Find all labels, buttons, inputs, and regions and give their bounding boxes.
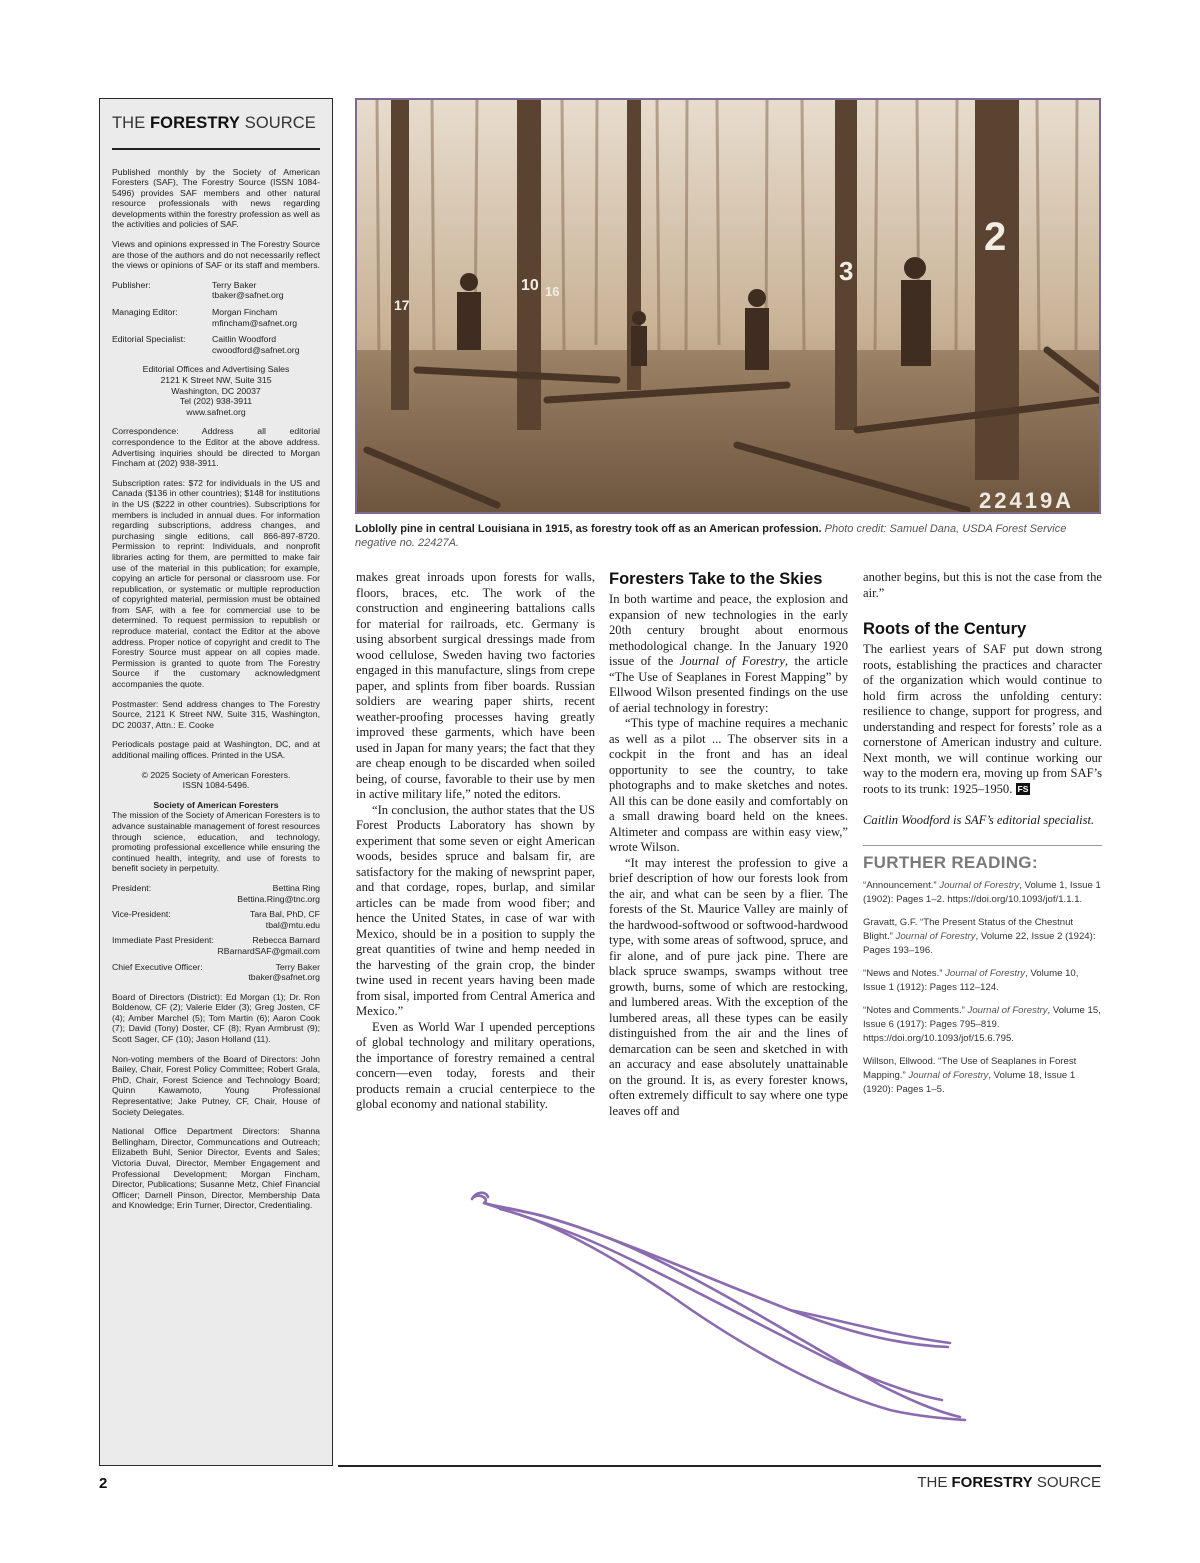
body-paragraph [609, 592, 848, 716]
reference-text: “Notes and Comments.” [863, 1005, 968, 1016]
editorial-offices [112, 364, 320, 417]
reference-text: “Announcement.” [863, 880, 940, 891]
staff-contact [212, 280, 320, 301]
masthead-correspondence: Correspondence: Address all editorial correspondence to the Editor at the above address. Advertising inquiries should be directed to Morgan Fincham at (202) 938-3911. [112, 426, 320, 469]
body-text: In both wartime and peace, the explosion and expansion of new technologies in the early 20th century brought about enormous methodological change. In the January 1920 issue of the [609, 592, 848, 668]
reference-text: Gravatt, G.F. “The Present Status of the Chestnut Blight.” [863, 917, 1074, 942]
logo-the: THE [112, 114, 146, 132]
masthead-sidebar [99, 98, 333, 1466]
staff-email[interactable]: cwoodford@safnet.org [212, 344, 300, 355]
offices-line: Washington, DC 20037 [171, 385, 261, 396]
body-text: The earliest years of SAF put down strong roots, establishing the practices and character of the organization which would continue to hold firm across the unfolding century: resilience to change, support for progress, and understanding and respect for forests’ role as a cornerstone of American industry and culture. Next month, we will continue working our way to the modern era, moving up from SAF’s roots to its trunk: 1925–1950. [863, 642, 1102, 796]
society-mission: The mission of the Society of American Foresters is to advance sustainable management of forest resources through science, education, and technology, promoting professional excellence while ensuring the continued health, integrity, and use of forests to benefit society in perpetuity. [112, 810, 320, 874]
officer-role: Immediate Past President: [112, 935, 214, 946]
body-text: , the article “The Use of Seaplanes in Forest Mapping” by Ellwood Wilson presented findings on the use of aerial technology in forestry: [609, 654, 848, 715]
journal-title: Journal of Forestry [908, 1070, 989, 1081]
officer-role: President: [112, 882, 152, 893]
copyright-line: © 2025 Society of American Foresters. [141, 769, 291, 780]
historic-forest-photo [355, 98, 1101, 514]
staff-email[interactable]: mfincham@safnet.org [212, 317, 298, 328]
body-paragraph: “It may interest the profession to give a brief description of how our forests look from the air, and what can be seen by a flier. The forests of the St. Maurice Valley are mainly of the hardwood-softwood or softwood-hardwood type, with some areas of softwood, spruce, and fir alone, and of pure jack pine. There are black spruce swamps, swamps without tree growth, burns, some of which are restocking, and lumbered areas. With the exception of the lumbered areas, all these types can be easily distinguished from the air and the lines of demarcation can be seen and sketched in with an accuracy and ease absolutely unattainable on the ground. It is, as every forester knows, often extremely difficult to say where one type leaves off and [609, 855, 848, 1118]
journal-title: Journal of Forestry [945, 968, 1026, 979]
body-paragraph: “This type of machine requires a mechanic as well as a pilot ... The observer sits in a cockpit in the front and has an ideal opportunity to see the country, to take photographs and to make sketches and notes. All this can be done easily and comfortably on a small drawing board held on the knees. Altimeter and compass are within easy view,” wrote Wilson. [609, 716, 848, 854]
officer-entry [112, 883, 320, 904]
reference-item [863, 1055, 1102, 1097]
reference-item [863, 879, 1102, 907]
tree-number: 2 [984, 215, 1007, 259]
logo-the: THE [917, 1474, 948, 1491]
body-paragraph: “In conclusion, the author states that the US Forest Products Laboratory has shown by experiment that some seven or eight American woods, besides spruce and balsam fir, are satisfactory for the making of newsprint paper, and that cordage, ropes, burlap, and similar articles can be made from wood fiber; and hence the United States, in case of war with Mexico, should be in a position to supply the great quantities of twine and hemp needed in the harvesting of the grain crop, the binder twine used in recent years having been made from sisal, imported from Central America and Mexico.” [356, 802, 595, 1018]
reference-item [863, 967, 1102, 995]
masthead-rule [112, 148, 320, 150]
officer-email[interactable]: RBarnardSAF@gmail.com [217, 945, 320, 956]
logo-source: SOURCE [1036, 1474, 1101, 1491]
officer-email[interactable]: tbal@mtu.edu [265, 919, 320, 930]
footer-rule [338, 1465, 1101, 1467]
staff-contact [212, 307, 320, 328]
staff-list [112, 280, 320, 356]
tree-number: 10 [521, 277, 539, 294]
footer-logo [917, 1474, 1101, 1491]
body-paragraph: makes great inroads upon forests for walls, floors, braces, etc. The work of the construction and engineering battalions calls for material for railroads, etc. Germany is using absorbent surgical dressings made from wood cellulose, Sweden having two factories engaged in this manufacture, slings from crepe paper, and splints from fiber boards. Russian soldiers are wearing paper shirts, recent weather-proofing processes having greatly improved these garments, which have been used in Japan for many years; the fact that they are cheap enough to be discarded when soiled being, of course, favorable to their use by men in active military life,” noted the editors. [356, 570, 595, 801]
reference-text: , Volume 1, Issue 1 (1902): Pages 1–2. https://doi.org/10.1093/jof/1.1.1. [863, 880, 1101, 905]
author-byline: Caitlin Woodford is SAF’s editorial specialist. [863, 813, 1095, 827]
reference-text: , Volume 15, Issue 6 (1917): Pages 795–819. https://doi.org/10.1093/jof/15.6.795. [863, 1005, 1101, 1044]
offices-line: 2121 K Street NW, Suite 315 [160, 375, 272, 385]
root-strand [500, 1209, 965, 1420]
tree-number: 17 [394, 297, 410, 313]
further-reading-rule [863, 845, 1102, 846]
officer-email[interactable]: Bettina.Ring@tnc.org [237, 893, 320, 904]
root-doodle-illustration [460, 1185, 980, 1435]
board-of-directors: Board of Directors (District): Ed Morgan (1); Dr. Ron Boldenow, CF (2); Valerie Elder (3); Greg Josten, CF (4); Amber Marchel (5); Tom Martin (6); Aaron Cook (7); David (Tony) Doster, CF (8); Ryan Armbrust (9); Scott Sager, CF (10); Jason Holland (11). [112, 991, 320, 1045]
staff-email[interactable]: tbaker@safnet.org [212, 290, 284, 301]
end-mark-badge: FS [1017, 783, 1029, 794]
article-column-3 [863, 570, 1102, 1106]
masthead-logo [112, 113, 320, 133]
officer-name: Terry Baker [275, 961, 320, 972]
caption-lead: Loblolly pine in central Louisiana in 1915, as forestry took off as an American profession. [355, 523, 822, 535]
journal-title: Journal of Forestry [679, 654, 785, 668]
staff-name: Morgan Fincham [212, 307, 278, 318]
section-heading-roots: Roots of the Century [863, 620, 1027, 638]
root-strand [484, 1203, 942, 1400]
officer-entry [112, 935, 320, 956]
masthead-copyright [112, 770, 320, 791]
staff-contact [212, 334, 320, 355]
tree-number: 16 [545, 284, 560, 299]
journal-title: Journal of Forestry [967, 1005, 1048, 1016]
body-paragraph: another begins, but this is not the case from the air.” [863, 570, 1102, 600]
journal-title: Journal of Forestry [939, 880, 1020, 891]
root-strand [790, 1310, 950, 1343]
masthead-intro: Published monthly by the Society of American Foresters (SAF), The Forestry Source (ISSN 1084-5496) provides SAF members and other natural resource professionals with news regarding developments within the forestry profession as well as the activities and policies of SAF. [112, 166, 320, 230]
officer-entry [112, 909, 320, 930]
page-number: 2 [99, 1475, 108, 1492]
officers-list [112, 883, 320, 983]
masthead-postmaster: Postmaster: Send address changes to The Forestry Source, 2121 K Street NW, Suite 315, Washington, DC 20037, Attn.: E. Cooke [112, 698, 320, 730]
reference-text: “News and Notes.” [863, 968, 946, 979]
logo-forestry: FORESTRY [150, 114, 241, 132]
staff-name: Caitlin Woodford [212, 334, 277, 345]
reference-item [863, 1004, 1102, 1046]
reference-item [863, 916, 1102, 958]
body-paragraph [863, 642, 1102, 797]
logo-forestry: FORESTRY [951, 1474, 1033, 1491]
tree-number: 3 [839, 256, 854, 286]
staff-name: Terry Baker [212, 279, 257, 290]
section-heading-skies: Foresters Take to the Skies [609, 570, 823, 588]
masthead-subscription: Subscription rates: $72 for individuals in the US and Canada ($136 in other countries); $148 for institutions in the US ($222 in other countries). Subscriptions for members is included in annual dues. For information regarding subscriptions, address changes, and purchasing single editions, call 866-897-8720. Permission to reprint: Individuals, and nonprofit libraries acting for them, are permitted to make fair use of the material in this publication; for example, copying an article for personal or classroom use. For republication, or systematic or multiple reproduction of copyrighted material, permission must be obtained from SAF, with a fee for commercial use to be determined. To request permission to republish or reproduce material, contact the Editor at the above address. Proper notice of copyright and credit to The Forestry Source must appear on all copies made. Permission is granted to quote from The Forestry Source if the customary acknowledgment accompanies the quote. [112, 477, 320, 690]
journal-title: Journal of Forestry [895, 931, 976, 942]
staff-role: Publisher: [112, 279, 151, 290]
logo-source: SOURCE [244, 114, 316, 132]
officer-name: Rebecca Barnard [252, 935, 320, 946]
article-column-2 [609, 570, 848, 1119]
offices-line: Tel (202) 938-3911 [179, 396, 253, 407]
negative-number: 22419A [979, 488, 1075, 512]
national-office-directors: National Office Department Directors: Shanna Bellingham, Director, Communcations and Outreach; Elizabeth Buhl, Senior Director, Events and Sales; Victoria Duval, Director, Member Engagement and Professional Development; Morgan Fincham, Director, Publications; Susanne Metz, Chief Financial Officer; Darnell Pinson, Director, Membership Data and Knowledge; Erin Turner, Director, Credentialing. [112, 1126, 320, 1211]
masthead-periodicals: Periodicals postage paid at Washington, DC, and at additional mailing offices. Printed in the USA. [112, 739, 320, 760]
staff-role: Editorial Specialist: [112, 334, 186, 345]
masthead-opinions: Views and opinions expressed in The Forestry Source are those of the authors and do not necessarily reflect the views or opinions of SAF or its staff and members. [112, 239, 320, 271]
nonvoting-members: Non-voting members of the Board of Directors: John Bailey, Chair, Forest Policy Committee; Robert Grala, PhD, Chair, Forest Science and Technology Board; Quinn Kawamoto, Young Professional Representative; Jake Putney, CF, Chair, House of Society Delegates. [112, 1053, 320, 1117]
officer-role: Vice-President: [112, 909, 171, 920]
article-column-1 [356, 570, 595, 1113]
sepia-forest-illustration [357, 100, 1099, 512]
further-reading-heading: FURTHER READING: [863, 852, 1038, 872]
offices-website[interactable]: www.safnet.org [186, 406, 246, 417]
offices-line: Editorial Offices and Advertising Sales [142, 364, 290, 375]
reference-text: , Volume 10, Issue 1 (1912): Pages 112–124. [863, 968, 1079, 993]
officer-name: Bettina Ring [272, 882, 320, 893]
photo-caption [355, 522, 1101, 550]
staff-role: Managing Editor: [112, 307, 178, 318]
officer-entry [112, 962, 320, 983]
reference-text: Willson, Ellwood. “The Use of Seaplanes in Forest Mapping.” [863, 1056, 1077, 1081]
officer-name: Tara Bal, PhD, CF [249, 909, 320, 920]
issn-line: ISSN 1084-5496. [182, 780, 250, 791]
body-paragraph: Even as World War I upended perceptions of global technology and military operations, the importance of forestry remained a central concern—even today, forests and their products remain a crucial centerpiece to the global economy and national stability. [356, 1019, 595, 1111]
reference-text: , Volume 18, Issue 1 (1920): Pages 1–5. [863, 1070, 1076, 1095]
caption-credit: Photo credit: Samuel Dana, USDA Forest Service negative no. 22427A. [355, 523, 1067, 549]
society-heading: Society of American Foresters [153, 799, 279, 810]
officer-email[interactable]: tbaker@safnet.org [248, 972, 320, 983]
officer-role: Chief Executive Officer: [112, 961, 203, 972]
reference-text: , Volume 22, Issue 2 (1924): Pages 193–196. [863, 931, 1096, 956]
